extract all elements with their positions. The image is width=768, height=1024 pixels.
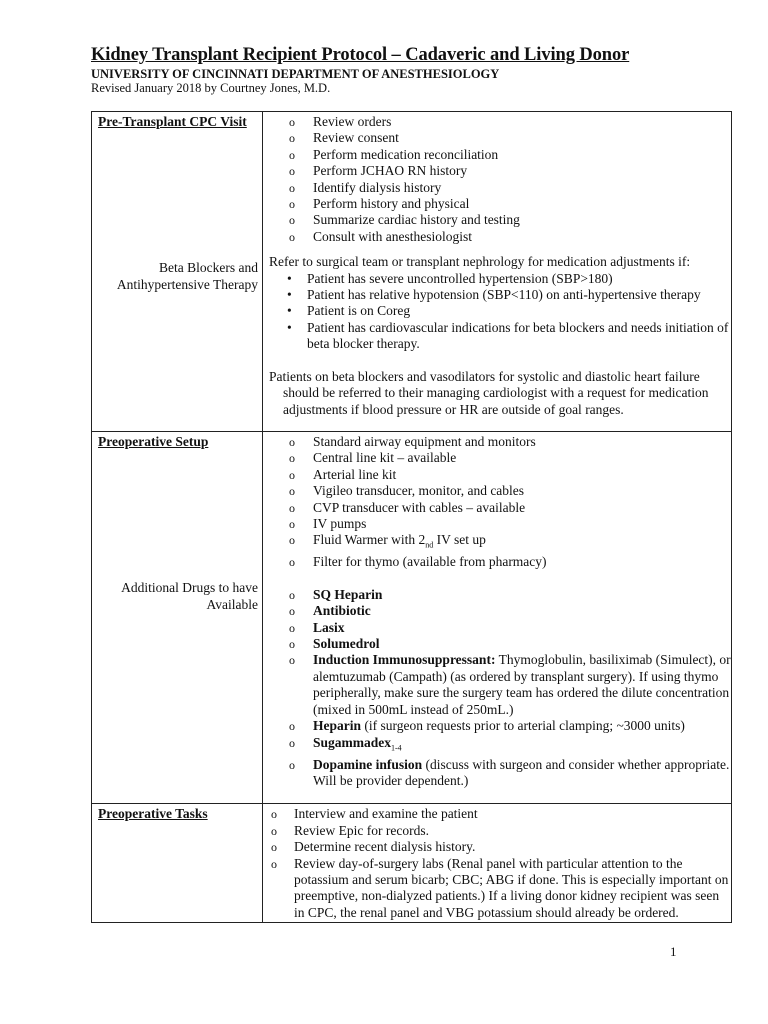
list-item: o Arterial line kit: [263, 467, 731, 483]
section-title-preoperative-setup: Preoperative Setup: [98, 433, 209, 449]
beta-criteria-list: [263, 271, 731, 353]
list-item: o Review day-of-surgery labs (Renal panel with particular attention to the potassium and serum bicarb; CBC; ABG if done. This is especially important on preemptive, non-dialyzed patients.) If a living donor kidney recipient was seen in CPC, the renal panel and VBG potassium should already be ordered.: [263, 856, 731, 922]
list-item: o Consult with anesthesiologist: [263, 229, 731, 245]
list-item: o Antibiotic: [263, 603, 731, 619]
list-item: o Review orders: [263, 114, 731, 130]
label-additional-drugs: Additional Drugs to have Available: [121, 580, 258, 612]
section-label-cell: [92, 804, 263, 923]
list-item: o Vigileo transducer, monitor, and cables: [263, 483, 731, 499]
list-item: o Summarize cardiac history and testing: [263, 212, 731, 228]
list-item: o Review consent: [263, 130, 731, 146]
beta-intro: Refer to surgical team or transplant nephrology for medication adjustments if:: [269, 254, 691, 270]
list-item: o IV pumps: [263, 516, 731, 532]
section-content-cell: [263, 431, 732, 804]
list-item: o Determine recent dialysis history.: [263, 839, 731, 855]
department-name: UNIVERSITY OF CINCINNATI DEPARTMENT OF ANESTHESIOLOGY: [91, 67, 500, 81]
section-title-preoperative-tasks: Preoperative Tasks: [98, 806, 208, 822]
section-content-cell: [263, 804, 732, 923]
list-item: o SQ Heparin: [263, 587, 731, 603]
protocol-table: [91, 111, 732, 923]
list-item: o Sugammadex$_{1-4}$: [263, 735, 731, 757]
list-item: o Solumedrol: [263, 636, 731, 652]
tasks-checklist: [263, 806, 731, 921]
revision-note: Revised January 2018 by Courtney Jones, M.D.: [91, 81, 331, 95]
section-label-cell: [92, 112, 263, 432]
list-item: • Patient has cardiovascular indications for beta blockers and needs initiation of beta blocker therapy.: [263, 320, 731, 353]
list-item: o Perform JCHAO RN history: [263, 163, 731, 179]
setup-checklist: [263, 434, 731, 571]
cpc-checklist: [263, 114, 731, 245]
list-item: o Filter for thymo (available from pharmacy): [263, 554, 731, 570]
list-item: o Induction Immunosuppressant: Thymoglobulin, basiliximab (Simulect), or alemtuzumab (Campath) (as ordered by transplant surgery). If using thymo peripherally, make sure the surgery team has ordered the dilute concentration (mixed in 500mL instead of 250mL.): [263, 652, 731, 718]
list-item: o Interview and examine the patient: [263, 806, 731, 822]
list-item: • Patient is on Coreg: [263, 303, 731, 319]
list-item: o Perform history and physical: [263, 196, 731, 212]
list-item: o Review Epic for records.: [263, 823, 731, 839]
beta-note: Patients on beta blockers and vasodilators for systolic and diastolic heart failure should be referred to their managing cardiologist with a request for medication adjustments if blood pressure or HR are outside of goal ranges.: [269, 368, 709, 417]
section-title-pre-transplant-cpc: Pre-Transplant CPC Visit: [98, 114, 247, 129]
list-item: • Patient has relative hypotension (SBP<110) on anti-hypertensive therapy: [263, 287, 731, 303]
section-pre-transplant-cpc: [92, 112, 732, 432]
section-preoperative-tasks: [92, 804, 732, 923]
list-item: o Identify dialysis history: [263, 180, 731, 196]
section-label-cell: [92, 431, 263, 804]
list-item: o Lasix: [263, 620, 731, 636]
list-item: o Dopamine infusion (discuss with surgeon and consider whether appropriate. Will be provider dependent.): [263, 757, 731, 790]
drugs-list: [263, 587, 731, 790]
list-item: o Central line kit – available: [263, 450, 731, 466]
page-number: 1: [670, 944, 677, 959]
label-beta-blockers: Beta Blockers and Antihypertensive Therapy: [116, 260, 258, 292]
section-content-cell: [263, 112, 732, 432]
list-item-fluid-warmer: o Fluid Warmer with $2_{nd}$ IV set up: [263, 532, 731, 554]
list-item: o Heparin (if surgeon requests prior to arterial clamping; ~3000 units): [263, 718, 731, 734]
list-item: o Perform medication reconciliation: [263, 147, 731, 163]
section-preoperative-setup: [92, 431, 732, 804]
list-item: o CVP transducer with cables – available: [263, 500, 731, 516]
list-item: • Patient has severe uncontrolled hypertension (SBP>180): [263, 271, 731, 287]
list-item: o Standard airway equipment and monitors: [263, 434, 731, 450]
document-title: Kidney Transplant Recipient Protocol – Cadaveric and Living Donor: [91, 45, 630, 65]
